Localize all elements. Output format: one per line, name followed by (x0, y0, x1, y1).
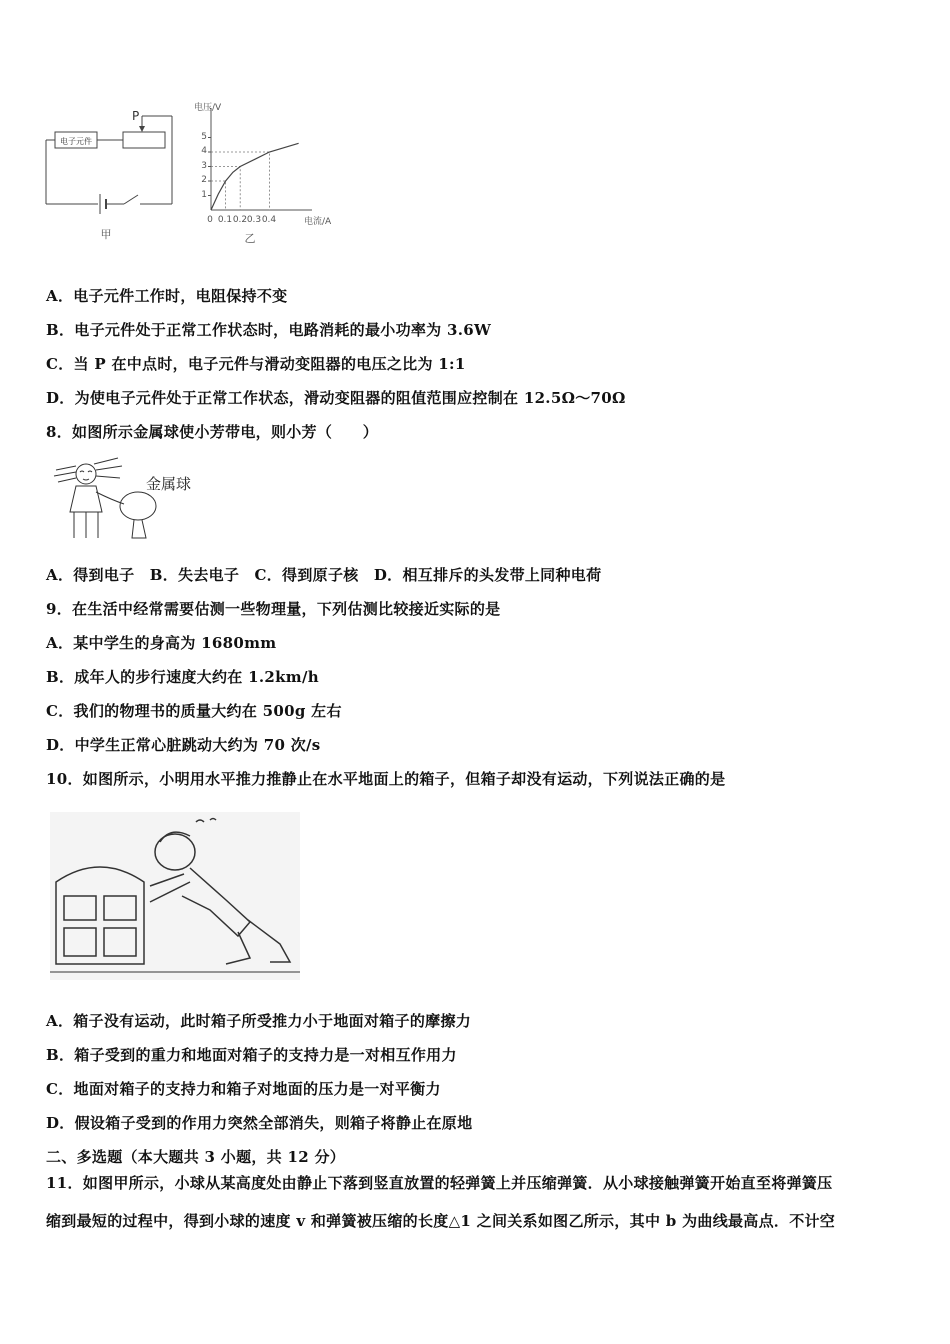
y-tick-5: 5 (201, 132, 207, 142)
q9-option-a: A．某中学生的身高为 1680mm (46, 634, 277, 652)
q10-option-d: D．假设箱子受到的作用力突然全部消失，则箱子将静止在原地 (46, 1114, 473, 1132)
voltage-current-curve (211, 143, 299, 210)
y-axis-label: 电压/V (194, 103, 222, 113)
x-tick-0.1: 0.1 (217, 215, 233, 225)
x-axis-label: 电流/A (304, 217, 332, 227)
y-tick-2: 2 (201, 175, 207, 185)
q8-stem: 8．如图所示金属球使小芳带电，则小芳（ ） (46, 423, 379, 441)
q10-option-c: C．地面对箱子的支持力和箱子对地面的压力是一对平衡力 (46, 1080, 441, 1098)
q11-line-1: 11．如图甲所示，小球从某高度处由静止下落到竖直放置的轻弹簧上并压缩弹簧．从小球接触弹簧开始直至将弹簧压 (46, 1174, 833, 1192)
girl-head (76, 464, 96, 484)
dashed-guides (208, 138, 269, 211)
x-tick-0.2: 0.2 (232, 215, 248, 225)
slider-label: P (132, 109, 140, 123)
component-label: 电子元件 (60, 137, 92, 146)
q9-option-b: B．成年人的步行速度大约在 1.2km/h (46, 668, 319, 686)
rheostat (123, 132, 165, 148)
y-tick-3: 3 (201, 161, 207, 171)
y-tick-1: 1 (201, 190, 207, 200)
q10-stem: 10．如图所示，小明用水平推力推静止在水平地面上的箱子，但箱子却没有运动，下列说法正确的是 (46, 770, 726, 788)
q7-option-d: D．为使电子元件处于正常工作状态，滑动变阻器的阻值范围应控制在 12.5Ω～70Ω (46, 389, 626, 407)
boy-pushing-box-figure (50, 812, 300, 980)
circuit-diagram (40, 104, 180, 244)
q9-stem: 9．在生活中经常需要估测一些物理量，下列估测比较接近实际的是 (46, 600, 501, 618)
q9-option-c: C．我们的物理书的质量大约在 500g 左右 (46, 702, 342, 720)
q11-line-2: 缩到最短的过程中，得到小球的速度 v 和弹簧被压缩的长度△1 之间关系如图乙所示，其中 b 为曲线最高点．不计空 (46, 1212, 836, 1230)
q7-option-b: B．电子元件处于正常工作状态时，电路消耗的最小功率为 3.6W (46, 321, 492, 339)
q9-option-d: D．中学生正常心脏跳动大约为 70 次/s (46, 736, 321, 754)
metal-ball-label: 金属球 (146, 475, 192, 493)
q7-option-a: A．电子元件工作时，电阻保持不变 (46, 287, 288, 305)
q8-options: A．得到电子 B．失去电子 C．得到原子核 D．相互排斥的头发带上同种电荷 (46, 566, 602, 584)
q10-option-b: B．箱子受到的重力和地面对箱子的支持力是一对相互作用力 (46, 1046, 457, 1064)
section-2-title: 二、多选题（本大题共 3 小题，共 12 分） (46, 1148, 346, 1166)
y-tick-4: 4 (201, 146, 207, 156)
x-tick-0.4: 0.4 (261, 215, 277, 225)
girl-body (70, 486, 102, 512)
q10-option-a: A．箱子没有运动，此时箱子所受推力小于地面对箱子的摩擦力 (46, 1012, 472, 1030)
metal-ball (120, 492, 156, 520)
girl-metal-ball-figure (46, 452, 216, 544)
voltage-current-graph (190, 100, 350, 250)
x-tick-0.3: 0.3 (246, 215, 262, 225)
switch (124, 195, 138, 204)
circuit-caption: 甲 (100, 228, 112, 241)
origin-label: 0 (207, 215, 213, 225)
q7-option-c: C．当 P 在中点时，电子元件与滑动变阻器的电压之比为 1:1 (46, 355, 466, 373)
graph-caption: 乙 (244, 232, 256, 245)
